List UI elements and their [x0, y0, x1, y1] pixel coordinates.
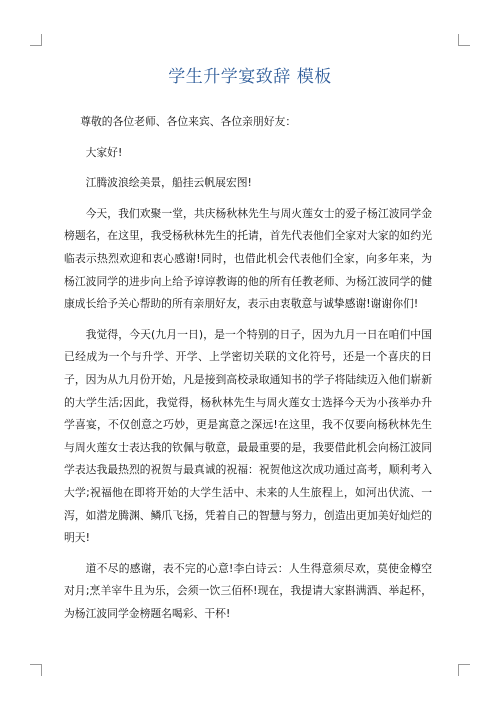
crop-mark-bottom-right: [458, 664, 470, 676]
crop-mark-top-left: [30, 34, 42, 46]
document-title: 学生升学宴致辞 模板: [168, 67, 332, 87]
greeting: 大家好!: [85, 145, 123, 159]
crop-mark-top-right: [458, 34, 470, 46]
crop-mark-bottom-left: [30, 664, 42, 676]
document-body: [64, 111, 432, 633]
opening-couplet: 江腾波浪绘美景，船挂云帆展宏图!: [85, 176, 252, 190]
salutation: 尊敬的各位老师、各位来宾、各位亲朋好友：: [80, 115, 297, 128]
paragraph-blessing: 我觉得，今天(九月一日)，是一个特别的日子，因为九月一日在咱们中国已经成为一个与升学、开学、上学密切关联的文化符号，还是一个喜庆的日子，因为从九月份开始，凡是接到高校录取通知书的学子将陆续迈入他们崭新的大学生活;因此，我觉得，杨秋林先生与周火莲女士选择今天为小孩举办升学喜宴，不仅创意之巧妙，更是寓意之深远!在这里，我不仅要向杨秋林先生与周火莲女士表达我的钦佩与敬意，最最重要的是，我要借此机会向杨江波同学表达我最热烈的祝贺与最真诚的祝福：祝贺他这次成功通过高考，顺利考入大学;祝福他在即将开始的大学生活中、未来的人生旅程上，如河出伏流、一泻，如潜龙腾渊、鳞爪飞扬，凭着自己的智慧与努力，创造出更加美好灿烂的明天!: [64, 327, 432, 545]
paragraph-toast: 道不尽的感谢，表不完的心意!李白诗云：人生得意须尽欢，莫使金樽空对月;烹羊宰牛且为乐，会须一饮三佰杯!现在，我提请大家斟满酒、举起杯，为杨江波同学金榜题名喝彩、干杯!: [64, 561, 432, 620]
paragraph-thanks: 今天，我们欢聚一堂，共庆杨秋林先生与周火莲女士的爱子杨江波同学金榜题名，在这里，我受杨秋林先生的托请，首先代表他们全家对大家的如约光临表示热烈欢迎和衷心感谢!同时，也借此机会代表他们全家，向多年来，为杨江波同学的进步向上给予谆谆教诲的他的所有任教老师、为杨江波同学的健康成长给予关心帮助的所有亲朋好友，表示由衷敬意与诚挚感谢!谢谢你们!: [64, 206, 432, 311]
